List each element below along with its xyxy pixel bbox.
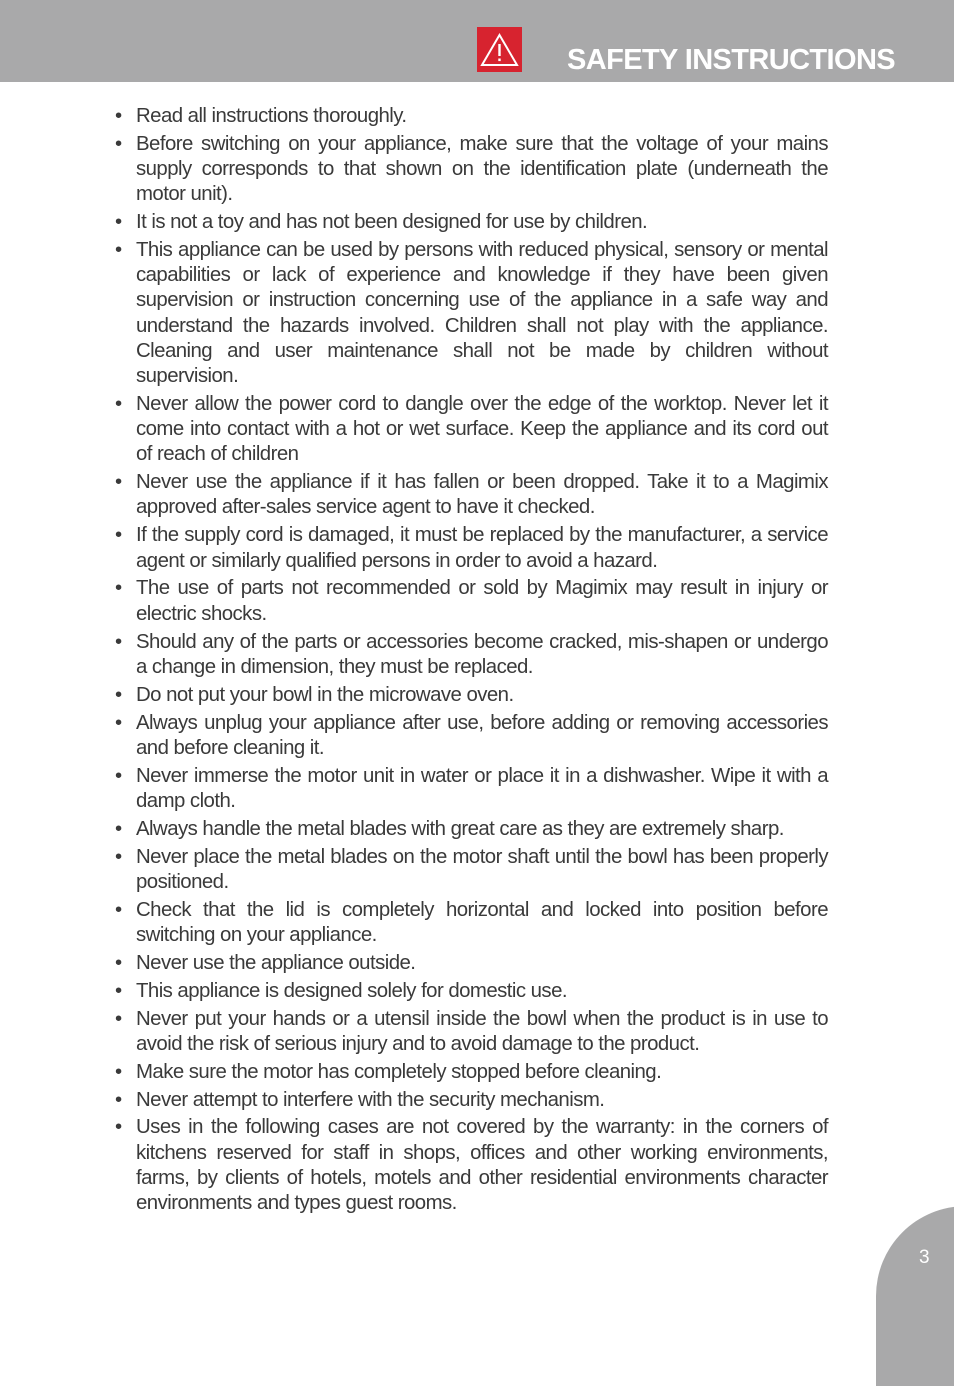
instruction-text: Uses in the following cases are not covered by the warranty: in the corners of kitchens reserved for staff in shops, offices and other working environments, farms, by clients of hotels, motels and other residential environments character environments and types guest rooms. — [136, 1116, 828, 1215]
instruction-text: Check that the lid is completely horizontal and locked into position before switching on your appliance. — [136, 898, 828, 946]
list-item — [115, 630, 828, 680]
list-item — [115, 1060, 828, 1085]
bullet-icon: • — [115, 979, 122, 1002]
bullet-icon: • — [115, 105, 122, 127]
list-item — [115, 817, 828, 842]
bullet-icon: • — [115, 132, 122, 155]
bullet-icon: • — [115, 845, 122, 868]
instruction-text: Never use the appliance if it has fallen or been dropped. Take it to a Magimix approved after-sales service agent to have it checked. — [136, 471, 828, 519]
page-number: 3 — [919, 1247, 930, 1268]
bullet-icon: • — [115, 392, 122, 415]
bullet-icon: • — [115, 951, 122, 974]
instruction-text: Always unplug your appliance after use, before adding or removing accessories and before cleaning it. — [136, 711, 828, 759]
page-title: SAFETY INSTRUCTIONS — [567, 44, 896, 76]
instruction-text: This appliance is designed solely for domestic use. — [136, 979, 567, 1002]
list-item — [115, 238, 828, 389]
page-number-tab — [876, 1206, 954, 1386]
instruction-text: Never put your hands or a utensil inside the bowl when the product is in use to avoid the risk of serious injury and to avoid damage to the product. — [136, 1007, 828, 1055]
instruction-text: If the supply cord is damaged, it must be replaced by the manufacturer, a service agent or similarly qualified persons in order to avoid a hazard. — [136, 524, 828, 572]
bullet-icon: • — [115, 1116, 122, 1139]
instruction-text: The use of parts not recommended or sold by Magimix may result in injury or electric shocks. — [136, 577, 828, 625]
bullet-icon: • — [115, 471, 122, 494]
instruction-text: Make sure the motor has completely stopped before cleaning. — [136, 1060, 662, 1083]
bullet-icon: • — [115, 898, 122, 921]
instruction-text: This appliance can be used by persons with reduced physical, sensory or mental capabilities or lack of experience and knowledge if they have been given supervision or instruction concerning use of the appliance in a safe way and understand the hazards involved. Children shall not play with the appliance. Cleaning and user maintenance shall not be made by children without supervision. — [136, 239, 828, 388]
bullet-icon: • — [115, 524, 122, 547]
bullet-icon: • — [115, 764, 122, 787]
list-item — [115, 979, 828, 1004]
bullet-icon: • — [115, 1088, 122, 1111]
list-item — [115, 523, 828, 573]
instruction-text: Do not put your bowl in the microwave oven. — [136, 683, 514, 706]
bullet-icon: • — [115, 683, 122, 706]
bullet-icon: • — [115, 239, 122, 262]
list-item — [115, 132, 828, 208]
list-item — [115, 1007, 828, 1057]
list-item — [115, 764, 828, 814]
list-item — [115, 683, 828, 708]
list-item — [115, 845, 828, 895]
list-item — [115, 951, 828, 976]
bullet-icon: • — [115, 1007, 122, 1030]
instruction-text: Should any of the parts or accessories become cracked, mis-shapen or undergo a change in dimension, they must be replaced. — [136, 630, 828, 678]
list-item — [115, 898, 828, 948]
instruction-text: Never attempt to interfere with the security mechanism. — [136, 1088, 605, 1111]
bullet-icon: • — [115, 1060, 122, 1083]
list-item — [115, 392, 828, 468]
instruction-text: Never place the metal blades on the motor shaft until the bowl has been properly positioned. — [136, 845, 828, 893]
list-item — [115, 470, 828, 520]
bullet-icon: • — [115, 630, 122, 653]
bullet-icon: • — [115, 211, 122, 234]
instruction-text: Always handle the metal blades with great care as they are extremely sharp. — [136, 817, 784, 840]
bullet-icon: • — [115, 711, 122, 734]
instruction-text: Read all instructions thoroughly. — [136, 105, 407, 127]
list-item — [115, 1088, 828, 1113]
bullet-icon: • — [115, 817, 122, 840]
list-item — [115, 104, 828, 129]
list-item — [115, 1115, 828, 1216]
instruction-text: Never allow the power cord to dangle over the edge of the worktop. Never let it come into contact with a hot or wet surface. Keep the appliance and its cord out of reach of children — [136, 392, 828, 466]
header-bar — [0, 0, 954, 82]
instruction-text: Never use the appliance outside. — [136, 951, 416, 974]
safety-instructions-list — [115, 104, 828, 1219]
warning-triangle-icon — [477, 27, 522, 72]
instruction-text: Before switching on your appliance, make sure that the voltage of your mains supply corresponds to that shown on the identification plate (underneath the motor unit). — [136, 132, 828, 206]
list-item — [115, 576, 828, 626]
bullet-icon: • — [115, 577, 122, 600]
instruction-text: Never immerse the motor unit in water or place it in a dishwasher. Wipe it with a damp cloth. — [136, 764, 828, 812]
instruction-text: It is not a toy and has not been designed for use by children. — [136, 211, 648, 234]
list-item — [115, 711, 828, 761]
list-item — [115, 210, 828, 235]
